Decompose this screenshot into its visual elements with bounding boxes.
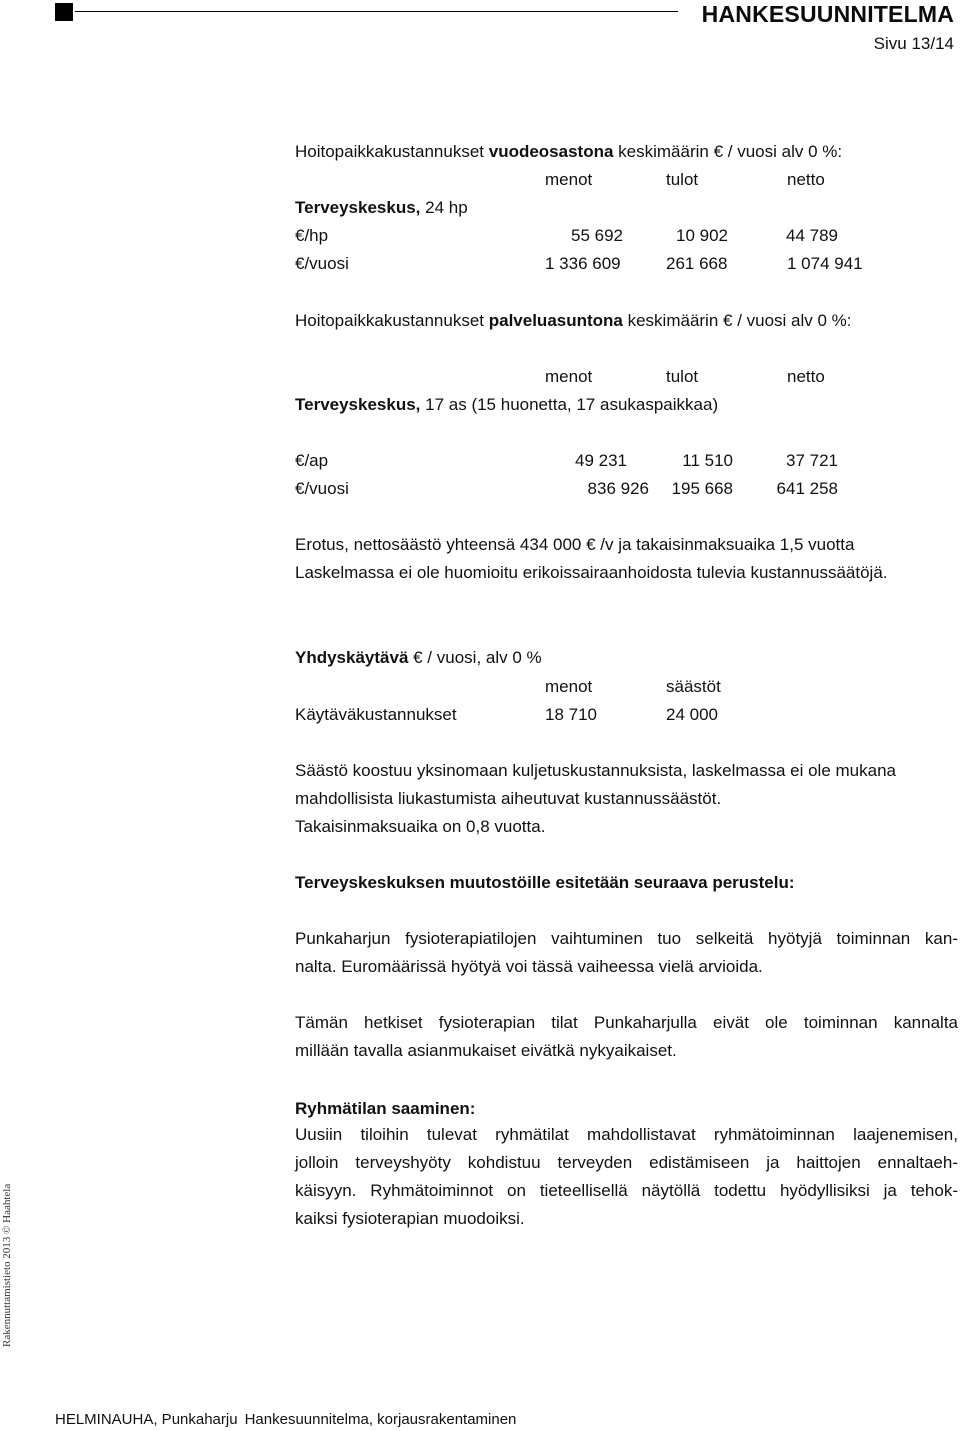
ward-row-menot: 1 336 609 [545, 254, 621, 273]
housing-col-netto: netto [787, 367, 825, 386]
ward-row-label: €/hp [295, 226, 329, 245]
copyright-side-label: Rakennuttamistieto 2013 © Haahtela [1, 1183, 13, 1347]
ward-row-tulot: 261 668 [666, 254, 728, 273]
savings-summary: Erotus, nettosäästö yhteensä 434 000 € /v ja takaisinmaksuaika 1,5 vuotta [295, 535, 855, 554]
corridor-row-saastot: 24 000 [666, 705, 718, 724]
page-number: Sivu 13/14 [873, 34, 954, 53]
header-rule [75, 11, 678, 12]
housing-row-menot: 836 926 [587, 479, 649, 498]
housing-row-tulot: 11 510 [682, 451, 733, 470]
paragraph-line: Tämän hetkiset fysioterapian tilat Punkaharjulla eivät ole toiminnan kannalta [295, 1013, 958, 1032]
paragraph-line: käisyyn. Ryhmätoiminnot on tieteellisellä näytöllä todettu hyödyllisiksi ja tehok- [295, 1181, 958, 1200]
footer-document: Hankesuunnitelma, korjausrakentaminen [244, 1411, 517, 1428]
ward-row-label: €/vuosi [295, 254, 349, 273]
housing-row-label: €/vuosi [295, 479, 349, 498]
page-footer [55, 1411, 523, 1429]
paragraph-line: nalta. Euromäärissä hyötyä voi tässä vaiheessa vielä arvioida. [295, 957, 763, 976]
justification-paragraph-2 [295, 1009, 958, 1065]
corridor-row-label: Käytäväkustannukset [295, 705, 457, 724]
justification-heading: Terveyskeskuksen muutostöille esitetään seuraava perustelu: [295, 873, 795, 892]
housing-row-netto: 37 721 [786, 451, 838, 470]
housing-cost-intro: Hoitopaikkakustannukset palveluasuntona keskimäärin € / vuosi alv 0 %: [295, 311, 852, 330]
ward-col-tulot: tulot [666, 170, 699, 189]
ward-group-label: Terveyskeskus, 24 hp [295, 198, 468, 217]
corridor-row-menot: 18 710 [545, 705, 597, 724]
corridor-title: Yhdyskäytävä € / vuosi, alv 0 % [295, 648, 542, 667]
header-square-mark [55, 3, 73, 21]
corridor-col-saastot: säästöt [666, 677, 721, 696]
corridor-note-line: Takaisinmaksuaika on 0,8 vuotta. [295, 817, 546, 836]
corridor-col-menot: menot [545, 677, 593, 696]
group-room-paragraph [295, 1121, 958, 1233]
footer-project: HELMINAUHA, Punkaharju [55, 1411, 238, 1428]
housing-row-netto: 641 258 [776, 479, 838, 498]
paragraph-line: Punkaharjun fysioterapiatilojen vaihtuminen tuo selkeitä hyötyjä toiminnan kan- [295, 929, 958, 948]
corridor-note-line: mahdollisista liukastumista aiheutuvat kustannussäästöt. [295, 789, 722, 808]
housing-col-menot: menot [545, 367, 593, 386]
group-room-heading: Ryhmätilan saaminen: [295, 1099, 476, 1118]
document-title: HANKESUUNNITELMA [701, 1, 954, 27]
paragraph-line: jolloin terveyshyöty kohdistuu terveyden edistämiseen ja haittojen ennaltaeh- [295, 1153, 958, 1172]
paragraph-line: kaiksi fysioterapian muodoiksi. [295, 1209, 525, 1228]
housing-row-tulot: 195 668 [671, 479, 733, 498]
calculation-note: Laskelmassa ei ole huomioitu erikoissairaanhoidosta tulevia kustannussäätöjä. [295, 563, 888, 582]
ward-col-menot: menot [545, 170, 593, 189]
ward-row-tulot: 10 902 [676, 226, 728, 245]
ward-col-netto: netto [787, 170, 825, 189]
justification-paragraph-1 [295, 925, 958, 981]
housing-row-label: €/ap [295, 451, 329, 470]
housing-col-tulot: tulot [666, 367, 699, 386]
ward-cost-intro: Hoitopaikkakustannukset vuodeosastona keskimäärin € / vuosi alv 0 %: [295, 142, 843, 161]
paragraph-line: millään tavalla asianmukaiset eivätkä nykyaikaiset. [295, 1041, 677, 1060]
ward-row-menot: 55 692 [571, 226, 623, 245]
corridor-note-line: Säästö koostuu yksinomaan kuljetuskustannuksista, laskelmassa ei ole mukana [295, 761, 896, 780]
ward-row-netto: 44 789 [786, 226, 838, 245]
housing-group-label: Terveyskeskus, 17 as (15 huonetta, 17 asukaspaikkaa) [295, 395, 719, 414]
paragraph-line: Uusiin tiloihin tulevat ryhmätilat mahdollistavat ryhmätoiminnan laajenemisen, [295, 1125, 958, 1144]
ward-row-netto: 1 074 941 [787, 254, 863, 273]
housing-row-menot: 49 231 [575, 451, 627, 470]
